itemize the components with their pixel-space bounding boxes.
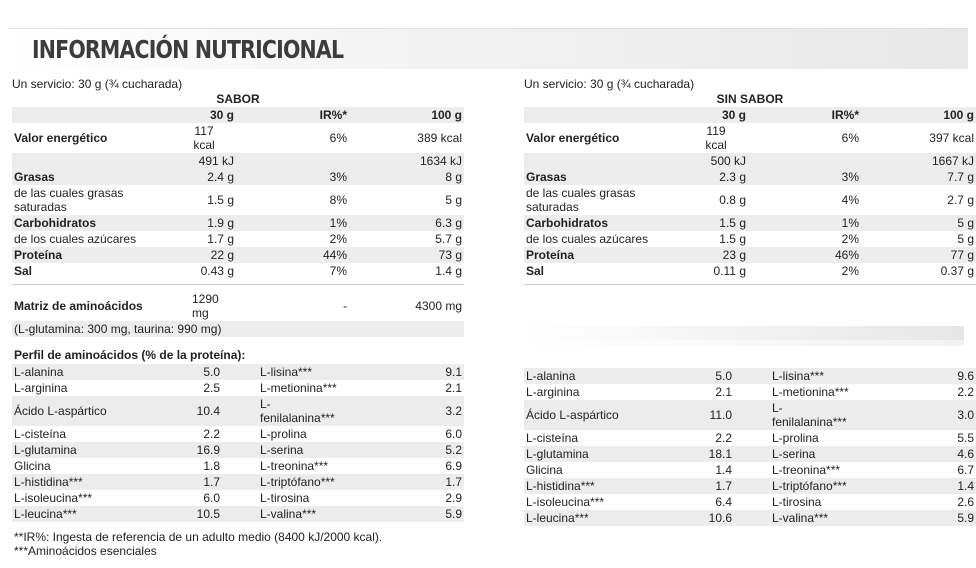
amino-value: 5.5 xyxy=(957,431,974,445)
amino-row xyxy=(12,474,464,490)
variant-heading: SIN SABOR xyxy=(716,92,784,106)
amino-name: L-isoleucina*** xyxy=(14,491,93,505)
amino-value: 6.0 xyxy=(445,427,462,441)
amino-name: L-glutamina xyxy=(526,447,589,461)
nutrient-100g: 73 g xyxy=(438,248,462,262)
nutrient-100g: 0.37 g xyxy=(940,264,974,278)
amino-value: 10.5 xyxy=(196,507,220,521)
amino-row xyxy=(12,396,464,426)
nutrient-30g: 0.43 g xyxy=(200,264,234,278)
amino-name: L-isoleucina*** xyxy=(526,495,605,509)
amino-value: 5.9 xyxy=(957,511,974,525)
amino-name: L-histidina*** xyxy=(526,479,595,493)
amino-name: L-cisteína xyxy=(14,427,67,441)
matrix-note-row xyxy=(12,321,464,337)
nutrient-30g: 1.5 g xyxy=(719,232,746,246)
matrix-note: (L-glutamina: 300 mg, taurina: 990 mg) xyxy=(14,322,222,336)
nutrient-ir: 2% xyxy=(841,232,859,246)
nutrient-row xyxy=(524,185,976,215)
nutrient-label: Carbohidratos xyxy=(14,216,97,230)
nutrient-ir: 2% xyxy=(841,264,859,278)
energy-kcal-100: 397 kcal xyxy=(929,131,974,145)
amino-row xyxy=(12,506,464,522)
amino-name: L-alanina xyxy=(14,365,64,379)
nutrient-label: de los cuales azúcares xyxy=(14,232,137,246)
nutrient-row xyxy=(524,247,976,263)
amino-row xyxy=(524,400,976,430)
variant-heading: SABOR xyxy=(216,92,260,106)
nutrient-row xyxy=(12,185,464,215)
nutrient-ir: 44% xyxy=(322,248,347,262)
energy-kj-100: 1667 kJ xyxy=(931,154,974,168)
matrix-label: Matriz de aminoácidos xyxy=(14,299,143,313)
amino-row xyxy=(524,478,976,494)
amino-value: 1.8 xyxy=(203,459,220,473)
energy-label: Valor energético xyxy=(14,131,108,145)
nutrient-100g: 1.4 g xyxy=(435,264,462,278)
matrix-100g: 4300 mg xyxy=(415,299,462,313)
header-30g: 30 g xyxy=(209,108,234,122)
amino-value: 6.0 xyxy=(203,491,220,505)
amino-value: 2.1 xyxy=(445,381,462,395)
nutrient-30g: 2.4 g xyxy=(207,170,234,184)
amino-name: L-valina*** xyxy=(772,511,829,525)
amino-value: 6.4 xyxy=(715,495,732,509)
matrix-ir: - xyxy=(343,299,347,313)
amino-value: 5.0 xyxy=(715,369,732,383)
nutrient-row xyxy=(12,231,464,247)
amino-row xyxy=(524,430,976,446)
serving-size: Un servicio: 30 g (¾ cucharada) xyxy=(12,77,183,91)
nutrient-100g: 5 g xyxy=(445,193,462,207)
amino-name: L-treonina*** xyxy=(260,459,329,473)
energy-kj: 500 kJ xyxy=(710,154,746,168)
amino-name: L-treonina*** xyxy=(772,463,841,477)
nutrient-100g: 2.7 g xyxy=(947,193,974,207)
nutrient-100g: 8 g xyxy=(445,170,462,184)
energy-kj-row xyxy=(12,153,464,169)
amino-name: L-alanina xyxy=(526,369,576,383)
column-headers xyxy=(524,107,976,123)
amino-value: 5.2 xyxy=(445,443,462,457)
energy-kj-100: 1634 kJ xyxy=(419,154,462,168)
amino-name: L-tirosina xyxy=(772,495,822,509)
amino-row xyxy=(524,510,976,526)
nutrient-30g: 1.5 g xyxy=(207,193,234,207)
nutrient-ir: 3% xyxy=(329,170,347,184)
nutrient-100g: 77 g xyxy=(950,248,974,262)
nutrient-row xyxy=(12,169,464,185)
amino-value: 5.9 xyxy=(445,507,462,521)
amino-value: 9.6 xyxy=(957,369,974,383)
amino-name: L-triptófano*** xyxy=(772,479,847,493)
amino-row xyxy=(12,364,464,380)
nutrient-ir: 4% xyxy=(841,193,859,207)
nutrient-30g: 22 g xyxy=(210,248,234,262)
section-shade xyxy=(524,340,964,346)
amino-value: 10.6 xyxy=(708,511,732,525)
nutrient-label: Sal xyxy=(14,264,33,278)
nutrition-panel-sin-sabor xyxy=(524,76,976,526)
amino-value: 9.1 xyxy=(445,365,462,379)
amino-name: L- fenilalanina*** xyxy=(772,401,847,429)
amino-value: 1.7 xyxy=(715,479,732,493)
amino-value: 2.2 xyxy=(203,427,220,441)
nutrient-30g: 1.9 g xyxy=(207,216,234,230)
amino-name: L-tirosina xyxy=(260,491,310,505)
amino-value: 1.4 xyxy=(715,463,732,477)
amino-value: 1.7 xyxy=(203,475,220,489)
energy-kj: 491 kJ xyxy=(198,154,234,168)
amino-value: 10.4 xyxy=(196,404,220,418)
nutrient-ir: 8% xyxy=(329,193,347,207)
amino-name: L-cisteína xyxy=(526,431,579,445)
energy-kcal: 117 kcal xyxy=(193,124,215,152)
nutrient-30g: 2.3 g xyxy=(719,170,746,184)
amino-name: L-leucina*** xyxy=(526,511,589,525)
nutrient-row xyxy=(524,215,976,231)
amino-name: Glicina xyxy=(14,459,51,473)
amino-name: Glicina xyxy=(526,463,563,477)
amino-value: 2.2 xyxy=(957,385,974,399)
amino-row xyxy=(12,442,464,458)
nutrient-row xyxy=(524,231,976,247)
amino-name: L-arginina xyxy=(526,385,580,399)
nutrient-100g: 5.7 g xyxy=(435,232,462,246)
matrix-row xyxy=(12,291,464,321)
amino-value: 11.0 xyxy=(709,408,732,422)
nutrient-row xyxy=(524,263,976,279)
page-title: INFORMACIÓN NUTRICIONAL xyxy=(32,35,344,64)
footnote-ir: **IR%: Ingesta de referencia de un adulto medio (8400 kJ/2000 kcal). xyxy=(14,530,383,544)
serving-size: Un servicio: 30 g (¾ cucharada) xyxy=(524,77,695,91)
amino-name: L-leucina*** xyxy=(14,507,77,521)
amino-value: 6.7 xyxy=(957,463,974,477)
nutrient-ir: 1% xyxy=(329,216,347,230)
amino-row xyxy=(12,458,464,474)
amino-name: L-histidina*** xyxy=(14,475,83,489)
nutrition-panel-sabor xyxy=(12,76,464,522)
amino-row xyxy=(524,446,976,462)
energy-ir: 6% xyxy=(329,131,347,145)
amino-row xyxy=(12,490,464,506)
header-ir: IR%* xyxy=(831,108,859,122)
nutrient-100g: 6.3 g xyxy=(435,216,462,230)
nutrient-ir: 46% xyxy=(834,248,859,262)
amino-value: 16.9 xyxy=(196,443,220,457)
nutrient-label: Carbohidratos xyxy=(526,216,609,230)
amino-name: L-prolina xyxy=(772,431,819,445)
nutrient-100g: 5 g xyxy=(957,216,974,230)
header-100g: 100 g xyxy=(431,108,462,122)
nutrient-label: de las cuales grasas saturadas xyxy=(526,186,636,214)
amino-row xyxy=(12,380,464,396)
header-ir: IR%* xyxy=(319,108,347,122)
energy-kcal: 119 kcal xyxy=(705,124,727,152)
nutrient-label: Proteína xyxy=(526,248,575,262)
amino-name: L-arginina xyxy=(14,381,68,395)
amino-row xyxy=(524,494,976,510)
amino-value: 2.9 xyxy=(445,491,462,505)
energy-row xyxy=(12,123,464,153)
amino-row xyxy=(12,426,464,442)
amino-value: 5.0 xyxy=(203,365,220,379)
nutrient-30g: 1.7 g xyxy=(207,232,234,246)
amino-name: L- fenilalanina*** xyxy=(260,397,335,425)
column-headers xyxy=(12,107,464,123)
nutrient-ir: 2% xyxy=(329,232,347,246)
nutrient-row xyxy=(524,169,976,185)
nutrient-label: Sal xyxy=(526,264,545,278)
footnote-essential: ***Aminoácidos esenciales xyxy=(14,544,157,558)
amino-value: 1.4 xyxy=(957,479,974,493)
amino-value: 2.1 xyxy=(715,385,732,399)
nutrient-label: Grasas xyxy=(526,170,567,184)
header-30g: 30 g xyxy=(721,108,746,122)
amino-name: L-prolina xyxy=(260,427,307,441)
nutrient-30g: 1.5 g xyxy=(719,216,746,230)
energy-kj-row xyxy=(524,153,976,169)
amino-name: Ácido L-aspártico xyxy=(14,404,107,418)
amino-value: 2.6 xyxy=(957,495,974,509)
amino-name: L-lisina*** xyxy=(772,369,825,383)
nutrient-ir: 1% xyxy=(841,216,859,230)
amino-profile-title: Perfil de aminoácidos (% de la proteína): xyxy=(14,348,246,362)
energy-ir: 6% xyxy=(841,131,859,145)
energy-label: Valor energético xyxy=(526,131,620,145)
amino-value: 4.6 xyxy=(957,447,974,461)
nutrient-30g: 0.8 g xyxy=(719,193,746,207)
amino-name: L-metionina*** xyxy=(772,385,849,399)
header-100g: 100 g xyxy=(943,108,974,122)
nutrient-row xyxy=(12,247,464,263)
energy-row xyxy=(524,123,976,153)
nutrient-row xyxy=(12,215,464,231)
amino-name: L-serina xyxy=(260,443,304,457)
amino-name: L-lisina*** xyxy=(260,365,313,379)
amino-name: L-valina*** xyxy=(260,507,317,521)
nutrient-ir: 3% xyxy=(841,170,859,184)
amino-name: L-metionina*** xyxy=(260,381,337,395)
nutrient-100g: 5 g xyxy=(957,232,974,246)
amino-name: L-triptófano*** xyxy=(260,475,335,489)
nutrient-ir: 7% xyxy=(329,264,347,278)
nutrient-row xyxy=(12,263,464,279)
amino-value: 3.2 xyxy=(445,404,462,418)
nutrient-label: de las cuales grasas saturadas xyxy=(14,186,124,214)
amino-name: L-serina xyxy=(772,447,816,461)
nutrient-label: Grasas xyxy=(14,170,55,184)
nutrient-100g: 7.7 g xyxy=(947,170,974,184)
section-shade xyxy=(524,326,964,340)
nutrient-label: Proteína xyxy=(14,248,63,262)
amino-value: 18.1 xyxy=(708,447,732,461)
amino-name: L-glutamina xyxy=(14,443,77,457)
nutrient-30g: 23 g xyxy=(722,248,746,262)
amino-value: 1.7 xyxy=(445,475,462,489)
amino-value: 3.0 xyxy=(957,408,974,422)
nutrient-label: de los cuales azúcares xyxy=(526,232,649,246)
matrix-30g: 1290 mg xyxy=(192,292,219,320)
amino-row xyxy=(524,462,976,478)
title-banner xyxy=(8,28,968,69)
energy-kcal-100: 389 kcal xyxy=(417,131,462,145)
amino-row xyxy=(524,384,976,400)
amino-row xyxy=(524,368,976,384)
amino-value: 2.2 xyxy=(715,431,732,445)
amino-name: Ácido L-aspártico xyxy=(526,408,619,422)
amino-value: 2.5 xyxy=(203,381,220,395)
nutrient-30g: 0.11 g xyxy=(713,264,746,278)
amino-value: 6.9 xyxy=(445,459,462,473)
